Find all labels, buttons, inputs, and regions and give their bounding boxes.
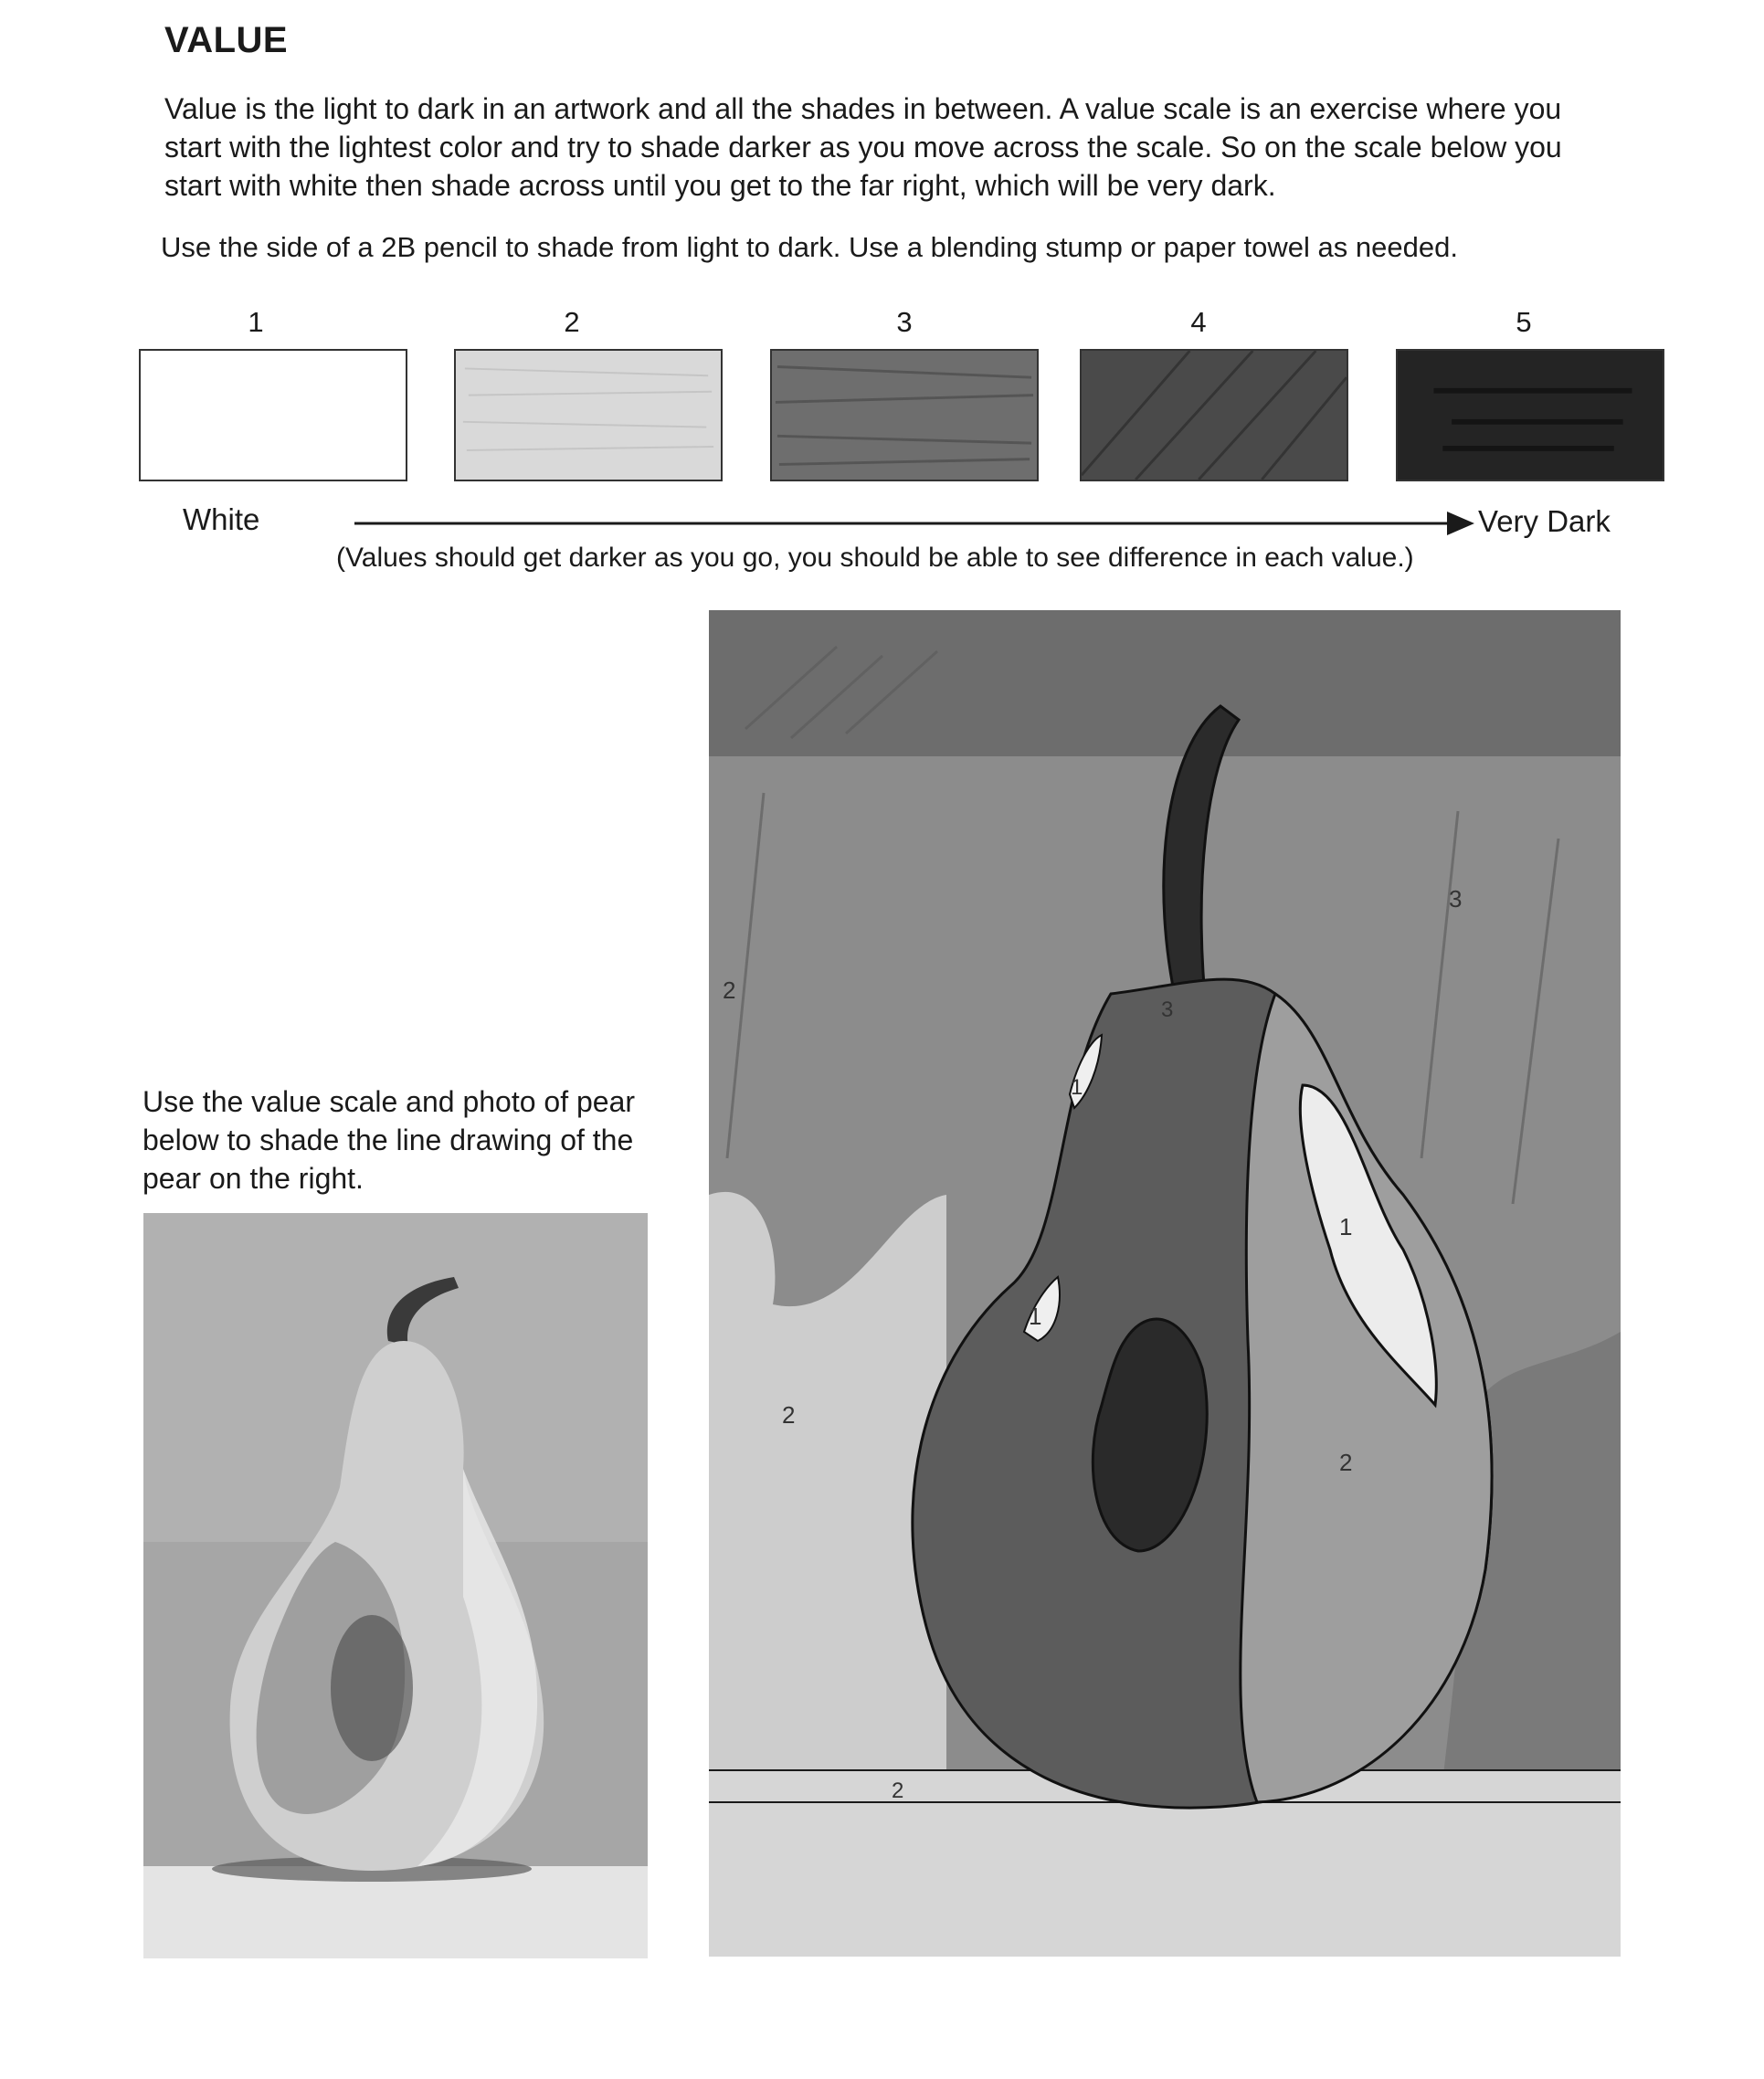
- pear-reference-photo: [143, 1213, 648, 1958]
- swatch-fill-4: [1082, 351, 1347, 480]
- label-background-right: 3: [1449, 885, 1463, 913]
- page-title: VALUE: [164, 20, 289, 60]
- scale-number-5: 5: [1516, 306, 1532, 338]
- label-pear-right: 2: [1339, 1449, 1353, 1476]
- label-highlight-upper: 1: [1071, 1075, 1083, 1100]
- value-swatch-1: [139, 349, 407, 481]
- label-table-edge: 2: [892, 1778, 904, 1803]
- value-swatch-3: [770, 349, 1039, 481]
- scale-end-label: Very Dark: [1478, 504, 1611, 538]
- scale-number-2: 2: [564, 306, 580, 338]
- scale-number-3: 3: [896, 306, 913, 338]
- swatch-fill-5: [1398, 351, 1663, 480]
- swatch-fill-1: [141, 351, 406, 480]
- side-instruction-text: Use the value scale and photo of pear below to shade the line drawing of the pear on the right.: [143, 1085, 636, 1195]
- label-background-left: 2: [723, 976, 736, 1004]
- scale-note: (Values should get darker as you go, you should be able to see difference in each value.): [336, 543, 1414, 573]
- pear-shaded-drawing: [709, 610, 1621, 1957]
- label-highlight-left: 1: [1029, 1303, 1042, 1330]
- intro-paragraph: Value is the light to dark in an artwork and all the shades in between. A value scale is an exercise where you start with the lightest color and try to shade darker as you move across the scale. So on the scale below you start with white then shade across until you get to the far right, which will be very dark.: [164, 92, 1562, 202]
- instruction-text: Use the side of a 2B pencil to shade from light to dark. Use a blending stump or paper towel as needed.: [161, 231, 1458, 263]
- scale-number-1: 1: [248, 306, 264, 338]
- value-swatch-2: [454, 349, 723, 481]
- scale-arrow: [354, 508, 1476, 539]
- scale-number-4: 4: [1190, 306, 1207, 338]
- value-swatch-5: [1396, 349, 1664, 481]
- label-table-left: 2: [782, 1401, 796, 1429]
- label-highlight-right: 1: [1339, 1213, 1353, 1240]
- value-swatch-4: [1080, 349, 1348, 481]
- scale-start-label: White: [183, 502, 260, 536]
- label-stem-base: 3: [1161, 997, 1174, 1022]
